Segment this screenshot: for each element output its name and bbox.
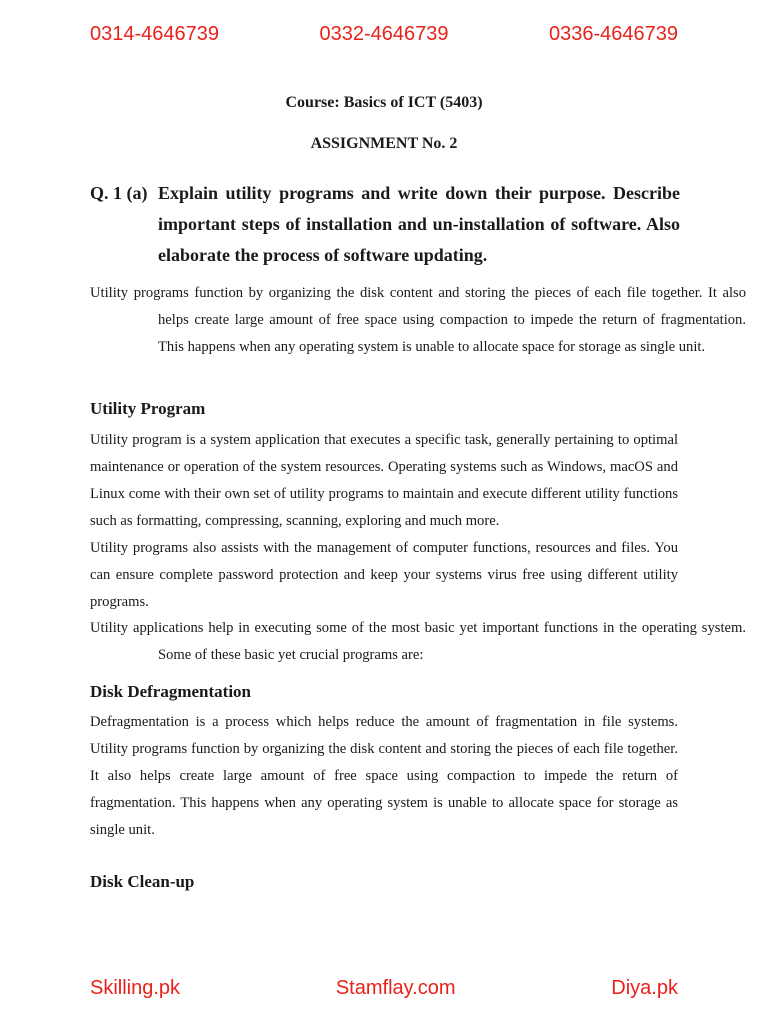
question-text: Explain utility programs and write down their purpose. Describe important steps of installation and un-installation of software. Also elaborate the process of software updating.	[158, 183, 680, 265]
header-phone-numbers	[90, 23, 678, 46]
heading-disk-cleanup: Disk Clean-up	[90, 872, 195, 891]
heading-utility-program: Utility Program	[90, 399, 206, 418]
phone-number-3: 0336-4646739	[548, 23, 678, 45]
heading-disk-defragmentation: Disk Defragmentation	[90, 682, 252, 701]
question-number: Q. 1 (a)	[90, 183, 148, 203]
utility-paragraph-1: Utility program is a system application that executes a specific task, generally pertaining to optimal maintenance or operation of the system resources. Operating systems such as Windows, macOS and Linux come with their own set of utility programs to maintain and execute different utility functions such as formatting, compressing, scanning, exploring and much more.	[90, 432, 678, 529]
intro-paragraph: Utility programs function by organizing the disk content and storing the pieces of each file together. It also helps create large amount of free space using compaction to impede the return of fragmentation. This happens when any operating system is unable to allocate space for storage as single unit.	[90, 285, 746, 355]
question-block	[90, 178, 680, 271]
footer-links	[90, 977, 678, 1000]
phone-number-2: 0332-4646739	[319, 23, 449, 45]
course-title: Course: Basics of ICT (5403)	[285, 94, 483, 111]
footer-site-skilling[interactable]: Skilling.pk	[90, 977, 181, 999]
assignment-title: ASSIGNMENT No. 2	[310, 135, 458, 152]
utility-paragraph-2: Utility programs also assists with the management of computer functions, resources and files. You can ensure complete password protection and keep your systems virus free using different utility programs.	[90, 540, 678, 610]
footer-site-stamflay[interactable]: Stamflay.com	[335, 977, 456, 999]
defrag-paragraph: Defragmentation is a process which helps reduce the amount of fragmentation in file systems. Utility programs function by organizing the disk content and storing the pieces of each file together. It also helps create large amount of free space using compaction to impede the return of fragmentation. This happens when any operating system is unable to allocate space for storage as single unit.	[90, 714, 678, 838]
phone-number-1: 0314-4646739	[90, 23, 220, 45]
footer-site-diya[interactable]: Diya.pk	[611, 977, 678, 999]
utility-paragraph-3: Utility applications help in executing some of the most basic yet important functions in the operating system. Some of these basic yet crucial programs are:	[90, 620, 746, 663]
